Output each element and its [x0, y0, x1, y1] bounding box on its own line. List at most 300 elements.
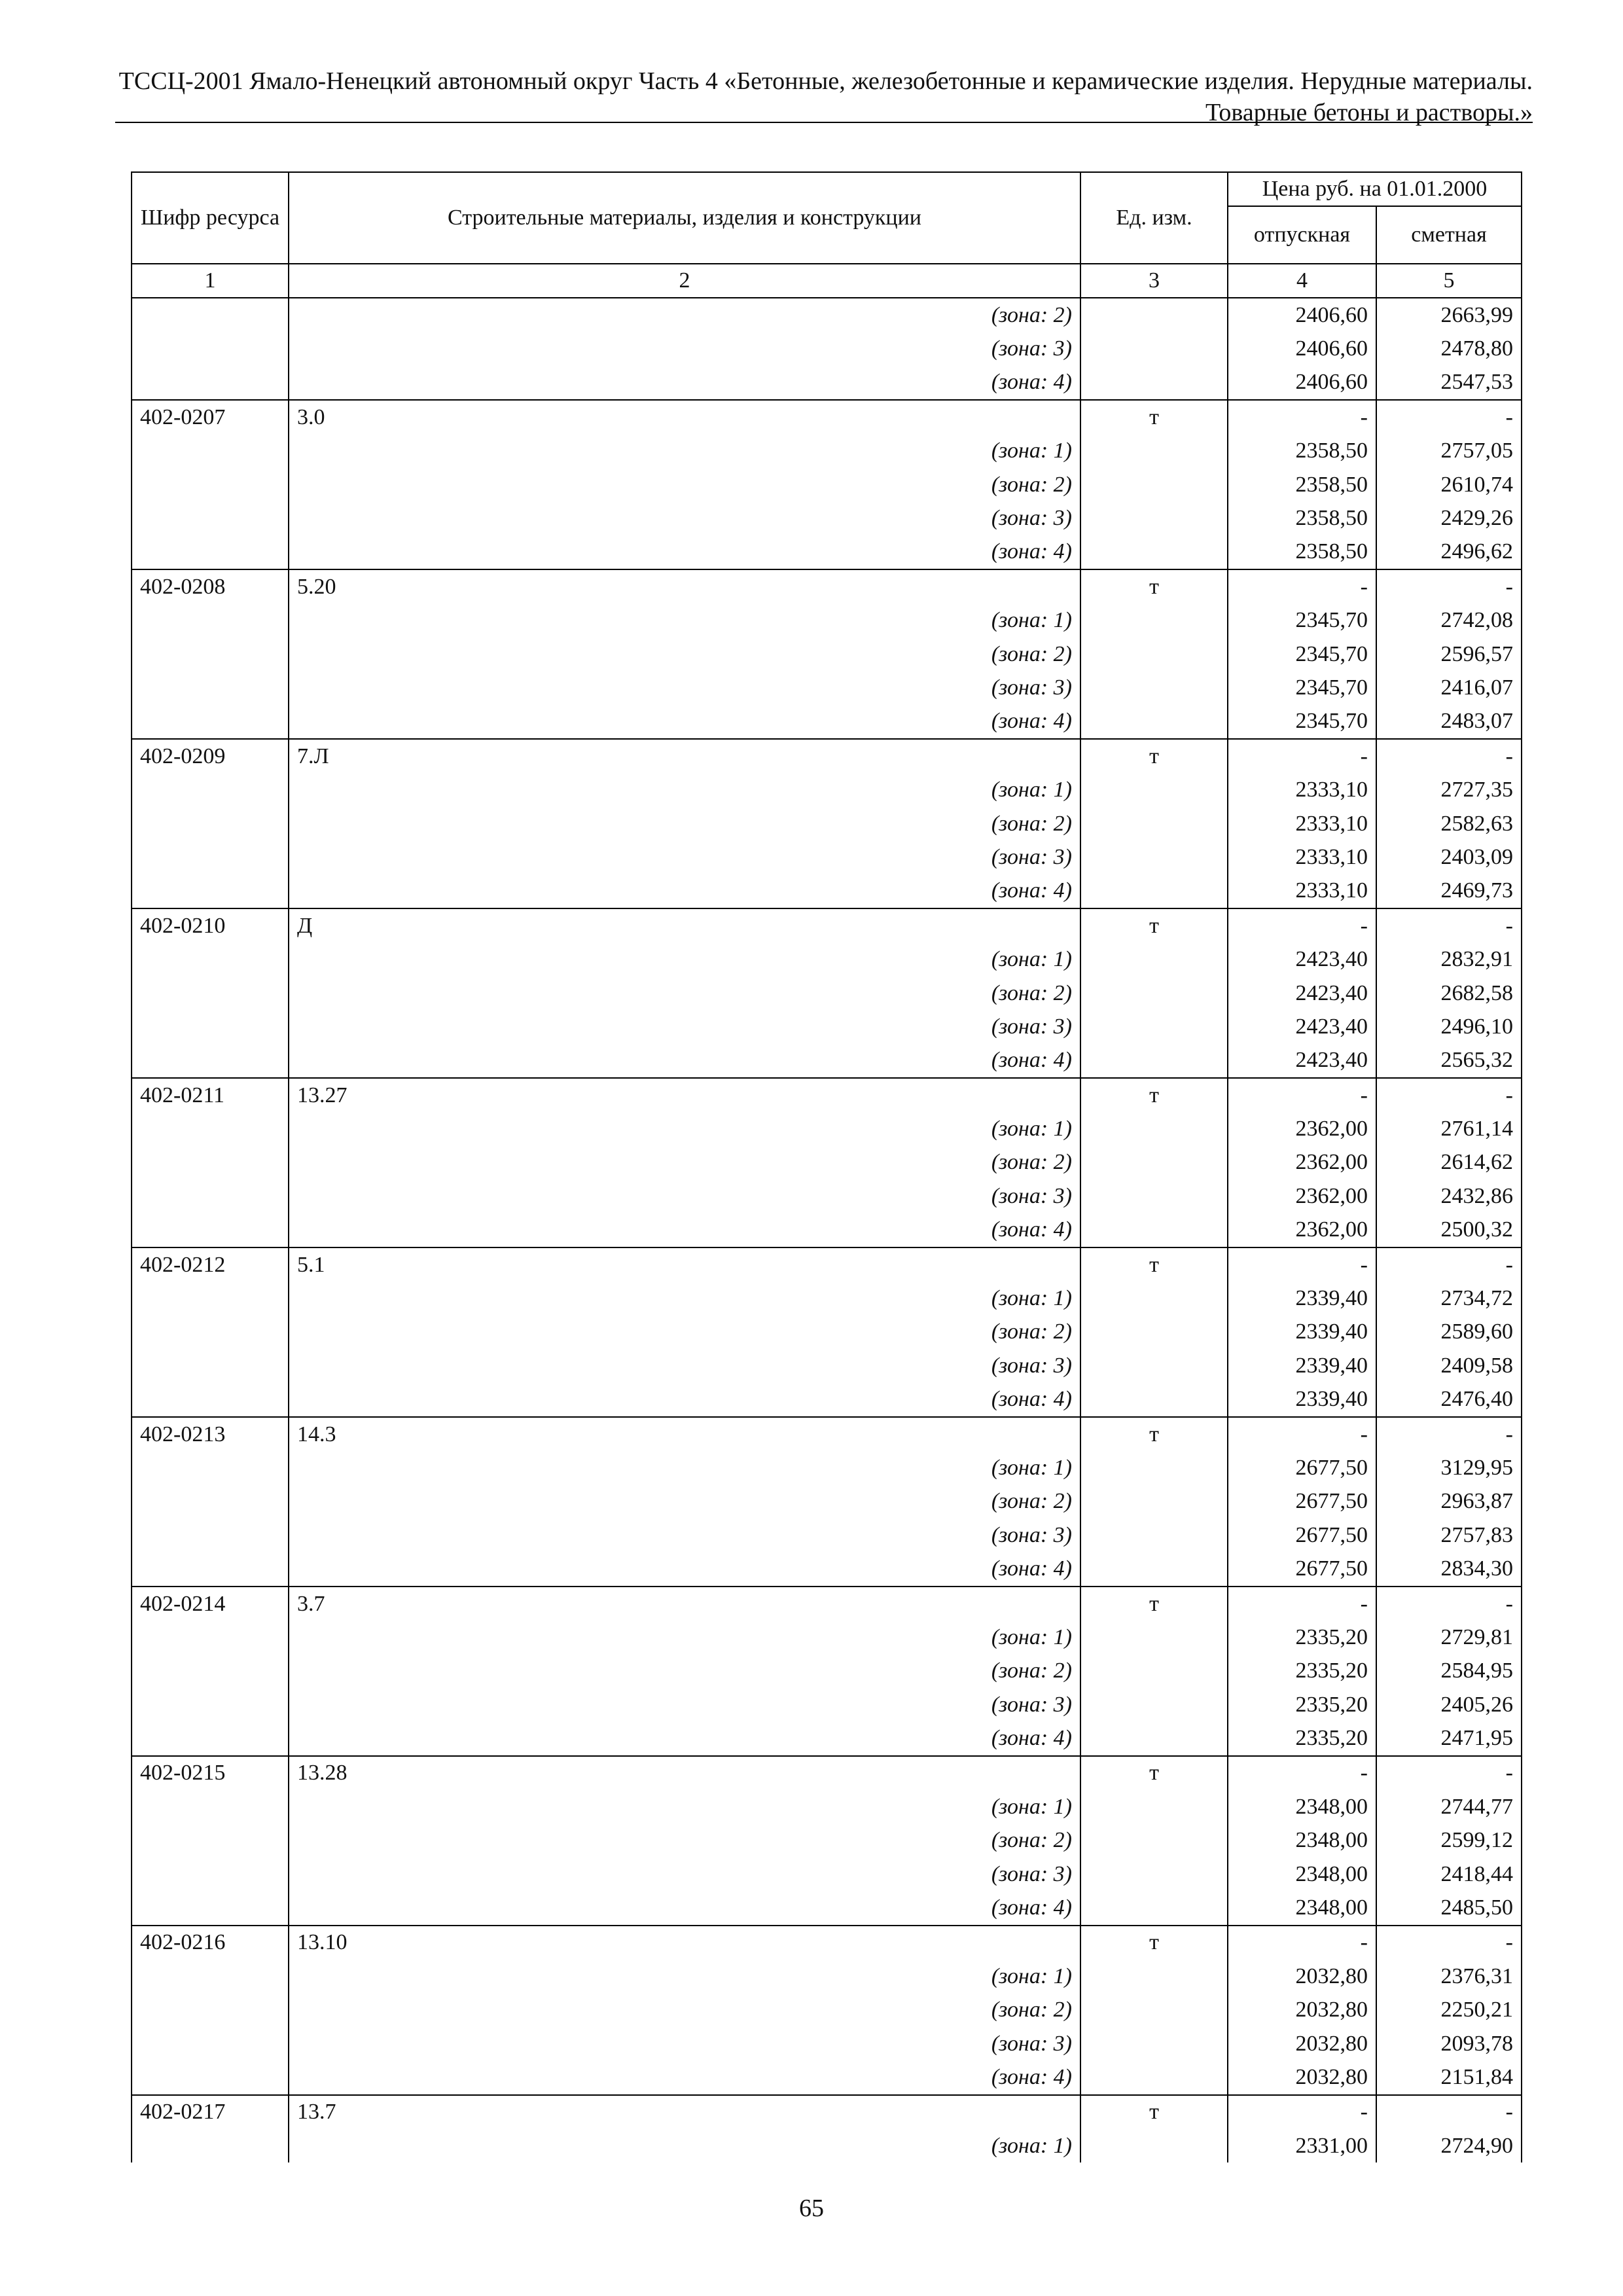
- zone-row: [132, 1349, 1522, 1382]
- zone-label: (зона: 4): [289, 1383, 1080, 1417]
- zone-row: [132, 637, 1522, 671]
- release-price: -: [1228, 739, 1376, 773]
- estimate-price: 2416,07: [1376, 671, 1522, 704]
- header-line-1: ТССЦ-2001 Ямало-Ненецкий автономный округ Часть 4 «Бетонные, железобетонные и керамические изделия. Нерудные материалы.: [118, 67, 1533, 95]
- zone-label: (зона: 1): [289, 435, 1080, 468]
- resource-code: 402-0208: [132, 569, 289, 603]
- unit-cell-empty: [1080, 1112, 1228, 1145]
- zone-label: (зона: 3): [289, 1010, 1080, 1043]
- code-cell-empty: [132, 2060, 289, 2094]
- resource-name: 5.20: [289, 569, 1080, 603]
- zone-label: (зона: 4): [289, 535, 1080, 569]
- release-price: 2333,10: [1228, 840, 1376, 874]
- unit-cell-empty: [1080, 1824, 1228, 1857]
- unit-cell-empty: [1080, 1349, 1228, 1382]
- zone-row: [132, 1552, 1522, 1586]
- release-price: 2345,70: [1228, 637, 1376, 671]
- unit-cell-empty: [1080, 1721, 1228, 1755]
- unit-cell-empty: [1080, 535, 1228, 569]
- estimate-price: -: [1376, 908, 1522, 942]
- zone-row: [132, 1655, 1522, 1688]
- zone-row: [132, 1721, 1522, 1755]
- estimate-price: 2496,10: [1376, 1010, 1522, 1043]
- code-cell-empty: [132, 1857, 289, 1891]
- code-cell-empty: [132, 1146, 289, 1179]
- zone-row: [132, 1994, 1522, 2027]
- zone-row: [132, 1451, 1522, 1484]
- zone-label: (зона: 2): [289, 298, 1080, 332]
- zone-label: (зона: 4): [289, 1213, 1080, 1247]
- release-price: 2358,50: [1228, 501, 1376, 535]
- estimate-price: 2589,60: [1376, 1316, 1522, 1349]
- estimate-price: 2485,50: [1376, 1891, 1522, 1925]
- estimate-price: 2596,57: [1376, 637, 1522, 671]
- resource-code: 402-0215: [132, 1756, 289, 1790]
- resource-row: [132, 569, 1522, 603]
- estimate-price: 2469,73: [1376, 874, 1522, 908]
- zone-row: [132, 1112, 1522, 1145]
- zone-label: (зона: 1): [289, 942, 1080, 976]
- estimate-price: 2682,58: [1376, 977, 1522, 1010]
- col-number: 4: [1228, 264, 1376, 298]
- document-header: [115, 65, 1533, 128]
- zone-row: [132, 1790, 1522, 1823]
- release-price: -: [1228, 569, 1376, 603]
- zone-row: [132, 604, 1522, 637]
- estimate-price: 2834,30: [1376, 1552, 1522, 1586]
- zone-label: (зона: 1): [289, 1282, 1080, 1315]
- resource-name: 14.3: [289, 1417, 1080, 1451]
- code-cell-empty: [132, 1688, 289, 1721]
- release-price: 2406,60: [1228, 332, 1376, 365]
- zone-row: [132, 807, 1522, 840]
- release-price: 2348,00: [1228, 1857, 1376, 1891]
- zone-label: (зона: 4): [289, 2060, 1080, 2094]
- zone-row: [132, 1688, 1522, 1721]
- unit-cell-empty: [1080, 468, 1228, 501]
- code-cell-empty: [132, 366, 289, 400]
- zone-row: [132, 1518, 1522, 1552]
- resource-row: [132, 1247, 1522, 1282]
- unit-cell-empty: [1080, 840, 1228, 874]
- release-price: 2677,50: [1228, 1485, 1376, 1518]
- estimate-price: 2547,53: [1376, 366, 1522, 400]
- zone-label: (зона: 4): [289, 1552, 1080, 1586]
- zone-label: (зона: 1): [289, 1112, 1080, 1145]
- zone-row: [132, 1824, 1522, 1857]
- code-cell-empty: [132, 1655, 289, 1688]
- release-price: -: [1228, 908, 1376, 942]
- estimate-price: 3129,95: [1376, 1451, 1522, 1484]
- zone-label: (зона: 1): [289, 1790, 1080, 1823]
- release-price: 2362,00: [1228, 1179, 1376, 1213]
- estimate-price: 2757,83: [1376, 1518, 1522, 1552]
- unit-cell-empty: [1080, 1688, 1228, 1721]
- code-cell-empty: [132, 332, 289, 365]
- estimate-price: 2409,58: [1376, 1349, 1522, 1382]
- code-cell-empty: [132, 1790, 289, 1823]
- resource-row: [132, 908, 1522, 942]
- resource-row: [132, 1756, 1522, 1790]
- unit-cell-empty: [1080, 1213, 1228, 1247]
- code-cell-empty: [132, 874, 289, 908]
- estimate-price: 2584,95: [1376, 1655, 1522, 1688]
- code-cell-empty: [132, 942, 289, 976]
- code-cell-empty: [132, 671, 289, 704]
- release-price: 2677,50: [1228, 1518, 1376, 1552]
- zone-label: (зона: 4): [289, 366, 1080, 400]
- release-price: 2677,50: [1228, 1451, 1376, 1484]
- zone-label: (зона: 3): [289, 1518, 1080, 1552]
- unit-cell-empty: [1080, 1282, 1228, 1315]
- resource-unit: т: [1080, 1078, 1228, 1112]
- unit-cell-empty: [1080, 1485, 1228, 1518]
- zone-row: [132, 1891, 1522, 1925]
- release-price: 2032,80: [1228, 2027, 1376, 2060]
- resource-name: 3.0: [289, 400, 1080, 434]
- estimate-price: -: [1376, 1078, 1522, 1112]
- unit-cell-empty: [1080, 2060, 1228, 2094]
- zone-label: (зона: 4): [289, 874, 1080, 908]
- estimate-price: 2729,81: [1376, 1621, 1522, 1654]
- zone-label: (зона: 3): [289, 1179, 1080, 1213]
- estimate-price: 2724,90: [1376, 2129, 1522, 2162]
- zone-label: (зона: 2): [289, 1655, 1080, 1688]
- code-cell-empty: [132, 773, 289, 806]
- zone-label: (зона: 1): [289, 1451, 1080, 1484]
- code-cell-empty: [132, 1485, 289, 1518]
- zone-label: (зона: 4): [289, 1891, 1080, 1925]
- release-price: 2358,50: [1228, 468, 1376, 501]
- code-cell-empty: [132, 1451, 289, 1484]
- release-price: 2362,00: [1228, 1146, 1376, 1179]
- estimate-price: 2742,08: [1376, 604, 1522, 637]
- unit-cell-empty: [1080, 1655, 1228, 1688]
- zone-row: [132, 773, 1522, 806]
- resource-unit: т: [1080, 1926, 1228, 1960]
- estimate-price: 2429,26: [1376, 501, 1522, 535]
- zone-row: [132, 705, 1522, 739]
- release-price: 2339,40: [1228, 1282, 1376, 1315]
- unit-cell-empty: [1080, 1179, 1228, 1213]
- unit-cell-empty: [1080, 1146, 1228, 1179]
- code-cell-empty: [132, 637, 289, 671]
- resource-name: 13.28: [289, 1756, 1080, 1790]
- zone-row: [132, 671, 1522, 704]
- release-price: 2335,20: [1228, 1688, 1376, 1721]
- code-cell-empty: [132, 1282, 289, 1315]
- zone-row: [132, 1282, 1522, 1315]
- estimate-price: 2663,99: [1376, 298, 1522, 332]
- code-cell-empty: [132, 1044, 289, 1078]
- col-number: 1: [132, 264, 289, 298]
- zone-row: [132, 1621, 1522, 1654]
- unit-cell-empty: [1080, 501, 1228, 535]
- zone-row: [132, 535, 1522, 569]
- code-cell-empty: [132, 807, 289, 840]
- estimate-price: 2761,14: [1376, 1112, 1522, 1145]
- unit-cell-empty: [1080, 298, 1228, 332]
- zone-row: [132, 874, 1522, 908]
- estimate-price: -: [1376, 2095, 1522, 2129]
- code-cell-empty: [132, 1552, 289, 1586]
- code-cell-empty: [132, 1112, 289, 1145]
- release-price: 2423,40: [1228, 942, 1376, 976]
- col-header-unit: Ед. изм.: [1080, 172, 1228, 264]
- resource-unit: т: [1080, 1587, 1228, 1621]
- code-cell-empty: [132, 1349, 289, 1382]
- estimate-price: -: [1376, 400, 1522, 434]
- resource-code: 402-0217: [132, 2095, 289, 2129]
- release-price: 2333,10: [1228, 874, 1376, 908]
- release-price: 2362,00: [1228, 1213, 1376, 1247]
- zone-label: (зона: 3): [289, 501, 1080, 535]
- resource-name: 7.Л: [289, 739, 1080, 773]
- unit-cell-empty: [1080, 637, 1228, 671]
- code-cell-empty: [132, 1179, 289, 1213]
- zone-row: [132, 1960, 1522, 1993]
- code-cell-empty: [132, 435, 289, 468]
- zone-label: (зона: 2): [289, 637, 1080, 671]
- resource-code: 402-0216: [132, 1926, 289, 1960]
- unit-cell-empty: [1080, 773, 1228, 806]
- release-price: 2423,40: [1228, 977, 1376, 1010]
- release-price: 2362,00: [1228, 1112, 1376, 1145]
- resource-name: 3.7: [289, 1587, 1080, 1621]
- code-cell-empty: [132, 1994, 289, 2027]
- code-cell-empty: [132, 1824, 289, 1857]
- estimate-price: 2476,40: [1376, 1383, 1522, 1417]
- zone-row: [132, 501, 1522, 535]
- page-number: 65: [799, 2195, 824, 2222]
- resource-name: Д: [289, 908, 1080, 942]
- resource-code: 402-0207: [132, 400, 289, 434]
- release-price: -: [1228, 1926, 1376, 1960]
- col-header-name: Строительные материалы, изделия и конструкции: [289, 172, 1080, 264]
- unit-cell-empty: [1080, 942, 1228, 976]
- zone-row: [132, 366, 1522, 400]
- estimate-price: 2151,84: [1376, 2060, 1522, 2094]
- resource-code: 402-0214: [132, 1587, 289, 1621]
- estimate-price: 2565,32: [1376, 1044, 1522, 1078]
- estimate-price: 2483,07: [1376, 705, 1522, 739]
- release-price: 2677,50: [1228, 1552, 1376, 1586]
- code-cell-empty: [132, 1383, 289, 1417]
- release-price: 2406,60: [1228, 366, 1376, 400]
- unit-cell-empty: [1080, 874, 1228, 908]
- code-cell-empty: [132, 468, 289, 501]
- code-cell-empty: [132, 2129, 289, 2162]
- zone-row: [132, 435, 1522, 468]
- unit-cell-empty: [1080, 705, 1228, 739]
- release-price: 2348,00: [1228, 1824, 1376, 1857]
- estimate-price: 2418,44: [1376, 1857, 1522, 1891]
- release-price: 2032,80: [1228, 2060, 1376, 2094]
- release-price: 2032,80: [1228, 1960, 1376, 1993]
- zone-label: (зона: 2): [289, 1994, 1080, 2027]
- resource-unit: т: [1080, 2095, 1228, 2129]
- zone-row: [132, 2060, 1522, 2094]
- resource-unit: т: [1080, 1756, 1228, 1790]
- col-number: 2: [289, 264, 1080, 298]
- code-cell-empty: [132, 1721, 289, 1755]
- unit-cell-empty: [1080, 332, 1228, 365]
- code-cell-empty: [132, 501, 289, 535]
- resource-code: 402-0212: [132, 1247, 289, 1282]
- code-cell-empty: [132, 1960, 289, 1993]
- col-header-code: Шифр ресурса: [132, 172, 289, 264]
- zone-label: (зона: 3): [289, 332, 1080, 365]
- zone-row: [132, 942, 1522, 976]
- zone-row: [132, 332, 1522, 365]
- estimate-price: 2614,62: [1376, 1146, 1522, 1179]
- code-cell-empty: [132, 604, 289, 637]
- zone-row: [132, 840, 1522, 874]
- release-price: 2348,00: [1228, 1790, 1376, 1823]
- estimate-price: 2405,26: [1376, 1688, 1522, 1721]
- release-price: 2423,40: [1228, 1010, 1376, 1043]
- col-number: 5: [1376, 264, 1522, 298]
- estimate-price: -: [1376, 1756, 1522, 1790]
- resource-row: [132, 1926, 1522, 1960]
- unit-cell-empty: [1080, 1010, 1228, 1043]
- zone-label: (зона: 4): [289, 1721, 1080, 1755]
- resource-row: [132, 1587, 1522, 1621]
- header-divider: [115, 122, 1533, 123]
- zone-row: [132, 468, 1522, 501]
- resource-unit: т: [1080, 739, 1228, 773]
- col-header-release: отпускная: [1228, 206, 1376, 264]
- resource-name: 5.1: [289, 1247, 1080, 1282]
- release-price: 2423,40: [1228, 1044, 1376, 1078]
- resource-row: [132, 1417, 1522, 1451]
- code-cell-empty: [132, 705, 289, 739]
- zone-label: (зона: 1): [289, 1621, 1080, 1654]
- zone-label: (зона: 3): [289, 1349, 1080, 1382]
- release-price: 2345,70: [1228, 705, 1376, 739]
- zone-label: (зона: 3): [289, 2027, 1080, 2060]
- release-price: 2339,40: [1228, 1316, 1376, 1349]
- estimate-price: 2582,63: [1376, 807, 1522, 840]
- unit-cell-empty: [1080, 2129, 1228, 2162]
- unit-cell-empty: [1080, 604, 1228, 637]
- estimate-price: -: [1376, 1417, 1522, 1451]
- unit-cell-empty: [1080, 2027, 1228, 2060]
- zone-row: [132, 298, 1522, 332]
- code-cell-empty: [132, 298, 289, 332]
- zone-row: [132, 977, 1522, 1010]
- unit-cell-empty: [1080, 671, 1228, 704]
- estimate-price: 2610,74: [1376, 468, 1522, 501]
- release-price: -: [1228, 1078, 1376, 1112]
- zone-row: [132, 2129, 1522, 2162]
- estimate-price: 2478,80: [1376, 332, 1522, 365]
- release-price: 2406,60: [1228, 298, 1376, 332]
- zone-label: (зона: 2): [289, 1485, 1080, 1518]
- resource-row: [132, 2095, 1522, 2129]
- zone-label: (зона: 1): [289, 773, 1080, 806]
- zone-row: [132, 2027, 1522, 2060]
- code-cell-empty: [132, 977, 289, 1010]
- resource-price-table: [131, 171, 1522, 2162]
- zone-label: (зона: 1): [289, 1960, 1080, 1993]
- code-cell-empty: [132, 1010, 289, 1043]
- unit-cell-empty: [1080, 1790, 1228, 1823]
- unit-cell-empty: [1080, 1891, 1228, 1925]
- zone-row: [132, 1485, 1522, 1518]
- code-cell-empty: [132, 535, 289, 569]
- zone-label: (зона: 2): [289, 468, 1080, 501]
- code-cell-empty: [132, 1891, 289, 1925]
- zone-label: (зона: 4): [289, 1044, 1080, 1078]
- estimate-price: -: [1376, 1247, 1522, 1282]
- estimate-price: 2432,86: [1376, 1179, 1522, 1213]
- unit-cell-empty: [1080, 435, 1228, 468]
- col-number: 3: [1080, 264, 1228, 298]
- resource-row: [132, 1078, 1522, 1112]
- estimate-price: 2403,09: [1376, 840, 1522, 874]
- zone-row: [132, 1010, 1522, 1043]
- unit-cell-empty: [1080, 366, 1228, 400]
- col-header-price: Цена руб. на 01.01.2000: [1228, 172, 1522, 206]
- estimate-price: 2250,21: [1376, 1994, 1522, 2027]
- zone-row: [132, 1213, 1522, 1247]
- zone-row: [132, 1146, 1522, 1179]
- estimate-price: 2500,32: [1376, 1213, 1522, 1247]
- zone-label: (зона: 2): [289, 1824, 1080, 1857]
- zone-label: (зона: 2): [289, 1316, 1080, 1349]
- zone-label: (зона: 3): [289, 671, 1080, 704]
- estimate-price: 2727,35: [1376, 773, 1522, 806]
- unit-cell-empty: [1080, 1621, 1228, 1654]
- unit-cell-empty: [1080, 1316, 1228, 1349]
- estimate-price: 2963,87: [1376, 1485, 1522, 1518]
- unit-cell-empty: [1080, 1552, 1228, 1586]
- release-price: 2333,10: [1228, 773, 1376, 806]
- resource-row: [132, 739, 1522, 773]
- zone-label: (зона: 2): [289, 977, 1080, 1010]
- release-price: 2339,40: [1228, 1383, 1376, 1417]
- release-price: 2333,10: [1228, 807, 1376, 840]
- resource-name: 13.10: [289, 1926, 1080, 1960]
- estimate-price: -: [1376, 1587, 1522, 1621]
- estimate-price: -: [1376, 1926, 1522, 1960]
- estimate-price: 2599,12: [1376, 1824, 1522, 1857]
- resource-name: 13.7: [289, 2095, 1080, 2129]
- unit-cell-empty: [1080, 1857, 1228, 1891]
- zone-row: [132, 1316, 1522, 1349]
- release-price: -: [1228, 1417, 1376, 1451]
- resource-unit: т: [1080, 569, 1228, 603]
- zone-label: (зона: 1): [289, 604, 1080, 637]
- release-price: 2339,40: [1228, 1349, 1376, 1382]
- resource-unit: т: [1080, 1417, 1228, 1451]
- release-price: 2358,50: [1228, 535, 1376, 569]
- resource-name: 13.27: [289, 1078, 1080, 1112]
- resource-unit: т: [1080, 1247, 1228, 1282]
- code-cell-empty: [132, 1518, 289, 1552]
- resource-unit: т: [1080, 400, 1228, 434]
- zone-label: (зона: 2): [289, 807, 1080, 840]
- estimate-price: 2496,62: [1376, 535, 1522, 569]
- unit-cell-empty: [1080, 977, 1228, 1010]
- estimate-price: 2093,78: [1376, 2027, 1522, 2060]
- unit-cell-empty: [1080, 1044, 1228, 1078]
- zone-label: (зона: 3): [289, 840, 1080, 874]
- unit-cell-empty: [1080, 807, 1228, 840]
- release-price: -: [1228, 400, 1376, 434]
- header-line-2: Товарные бетоны и растворы.»: [1205, 99, 1533, 126]
